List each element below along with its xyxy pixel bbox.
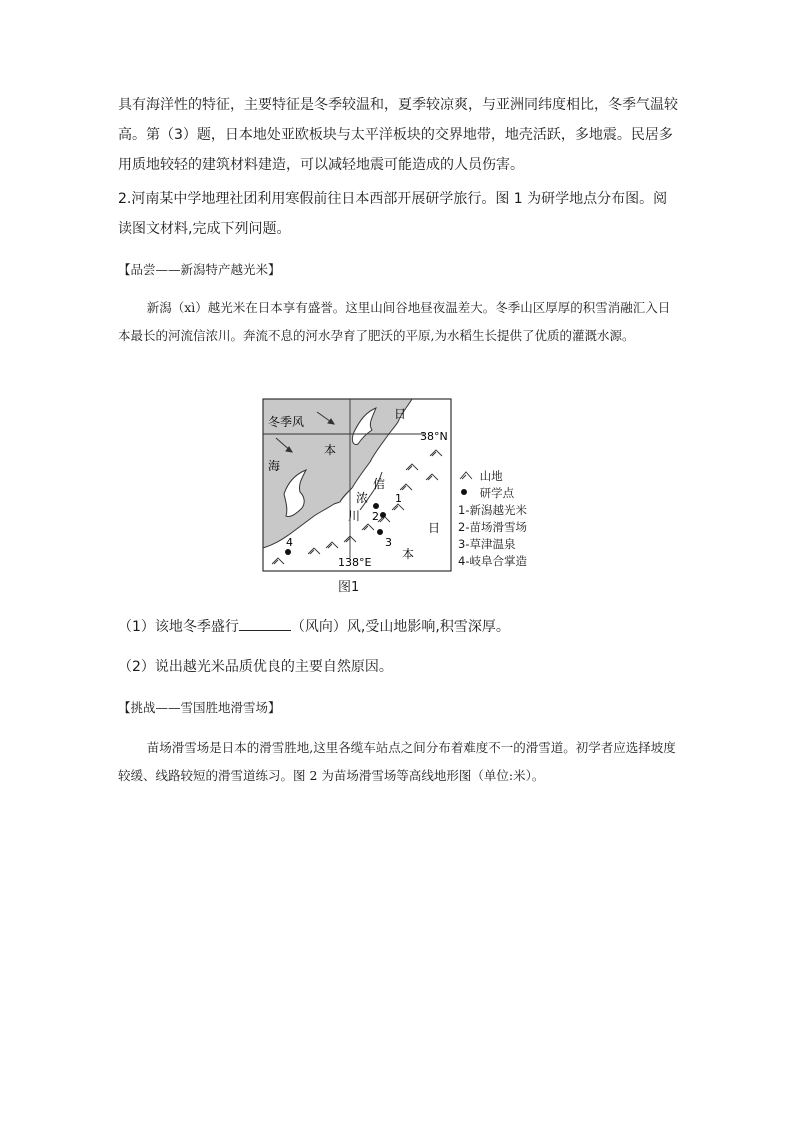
section-body-challenge: 苗场滑雪场是日本的滑雪胜地,这里各缆车站点之间分布着难度不一的滑雪道。初学者应选择坡度较缓、线路较短的滑雪道练习。图 2 为苗场滑雪场等高线地形图（单位:米）。 — [118, 740, 676, 783]
label-river-nong: 浓 — [356, 491, 369, 505]
label-site-2: 2 — [372, 510, 379, 523]
question-1 — [118, 616, 510, 636]
label-site-3: 3 — [385, 536, 392, 549]
label-38n: 38°N — [420, 430, 448, 443]
label-japan-ri-1: 日 — [394, 407, 407, 421]
question-intro: 2.河南某中学地理社团利用寒假前往日本西部开展研学旅行。图 1 为研学地点分布图。阅读图文材料,完成下列问题。 — [118, 191, 668, 237]
mountain-icon — [458, 470, 476, 480]
question-1-prefix: （1）该地冬季盛行 — [118, 619, 239, 635]
legend-item-3: 3-草津温泉 — [458, 537, 516, 551]
section-heading-challenge: 【挑战——雪国胜地滑雪场】 — [118, 700, 281, 715]
figure-caption: 图1 — [338, 580, 360, 595]
legend-site — [458, 485, 527, 502]
dot-icon — [458, 487, 476, 497]
label-138e: 138°E — [338, 556, 372, 569]
question-2: （2）说出越光米品质优良的主要自然原因。 — [118, 659, 393, 675]
figure-1-map — [262, 398, 452, 576]
legend-item-1: 1-新潟越光米 — [458, 503, 527, 517]
legend-mountain — [458, 468, 527, 485]
map-legend — [458, 468, 527, 570]
legend-item-4: 4-岐阜合掌造 — [458, 554, 527, 568]
map-svg — [262, 398, 452, 572]
answer-blank[interactable] — [239, 616, 291, 631]
label-sea-ben: 本 — [324, 443, 337, 457]
label-sea-hai: 海 — [268, 459, 281, 473]
answer-paragraph: 具有海洋性的特征，主要特征是冬季较温和，夏季较凉爽，与亚洲同纬度相比，冬季气温较高。第（3）题，日本地处亚欧板块与太平洋板块的交界地带，地壳活跃，多地震。民居多用质地较轻的建筑材料建造，可以减轻地震可能造成的人员伤害。 — [118, 97, 678, 173]
section-heading-taste: 【品尝——新潟特产越光米】 — [118, 262, 281, 277]
question-1-suffix: （风向）风,受山地影响,积雪深厚。 — [290, 619, 510, 635]
label-site-4: 4 — [286, 536, 293, 549]
legend-site-label: 研学点 — [479, 486, 515, 500]
legend-mountain-label: 山地 — [479, 469, 503, 483]
legend-item-2: 2-苗场滑雪场 — [458, 520, 527, 534]
label-site-1: 1 — [395, 492, 402, 505]
label-river-xin: 信 — [373, 477, 386, 491]
label-japan-ri-2: 日 — [428, 521, 441, 535]
section-body-taste: 新潟（xì）越光米在日本享有盛誉。这里山间谷地昼夜温差大。冬季山区厚厚的积雪消融汇入日本最长的河流信浓川。奔流不息的河水孕育了肥沃的平原,为水稻生长提供了优质的灌溉水源。 — [118, 300, 671, 343]
label-river-chuan: 川 — [348, 509, 361, 523]
label-winter-wind: 冬季风 — [268, 415, 305, 429]
label-japan-ben: 本 — [402, 547, 415, 561]
